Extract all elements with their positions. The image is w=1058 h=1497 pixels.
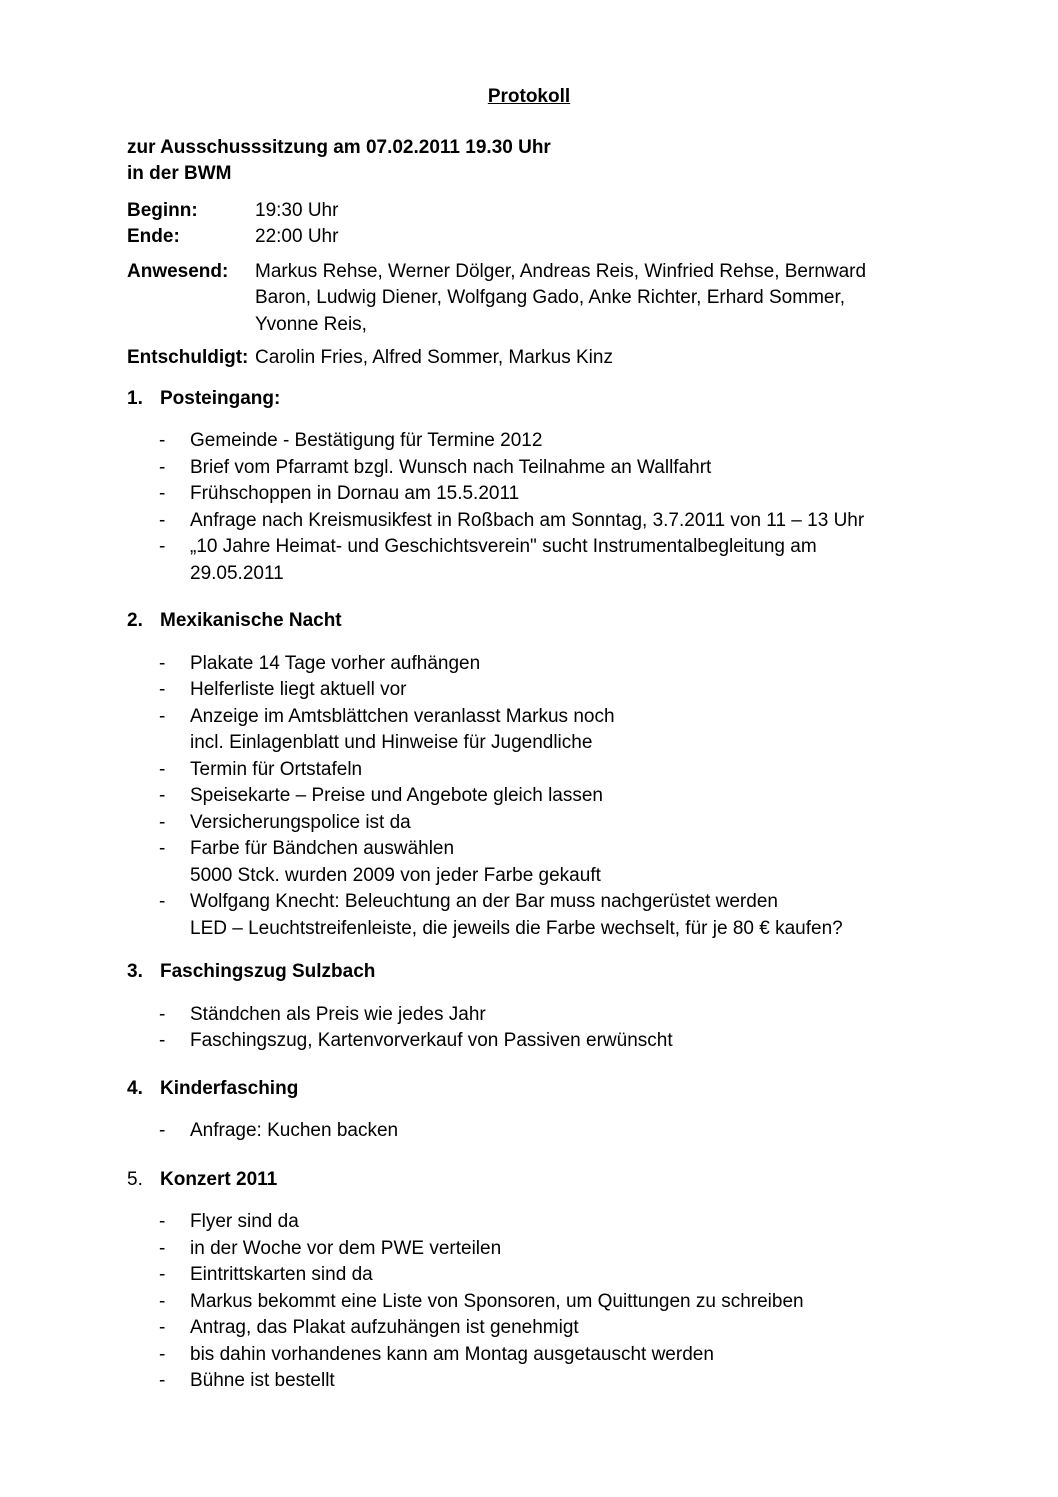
section-item-list (127, 1118, 931, 1145)
section-title: Kinderfasching (160, 1077, 299, 1099)
list-item-line (127, 1289, 931, 1316)
list-item-text: Helferliste liegt aktuell vor (190, 679, 407, 700)
dash-bullet-icon (159, 916, 190, 943)
dash-bullet-icon: - (159, 758, 166, 780)
document-title: Protokoll (487, 86, 571, 107)
attendance-row (127, 259, 931, 339)
section-heading (127, 386, 931, 413)
attendance-names (255, 259, 866, 339)
list-item-text: Anfrage nach Kreismusikfest in Roßbach am Sonntag, 3.7.2011 von 11 – 13 Uhr (190, 509, 865, 531)
list-item-line (127, 561, 931, 588)
dash-bullet-icon: - (159, 1120, 166, 1141)
list-item-text: Bühne ist bestellt (190, 1370, 335, 1391)
dash-bullet-icon (159, 863, 190, 890)
section (127, 1167, 931, 1395)
meta-label: Beginn: (127, 199, 198, 221)
dash-bullet-icon: - (159, 1343, 166, 1365)
list-item-line (127, 455, 931, 482)
section-number: 1. (127, 387, 143, 409)
list-item-line (127, 534, 931, 561)
list-item-text: Versicherungspolice ist da (190, 811, 411, 833)
dash-bullet-icon: - (159, 705, 166, 727)
list-item-line (127, 1118, 931, 1145)
list-item-text: Faschingszug, Kartenvorverkauf von Passiven erwünscht (190, 1030, 673, 1051)
list-item-line (127, 757, 931, 784)
attendance-row (127, 345, 931, 372)
list-item-text: Antrag, das Plakat aufzuhängen ist genehmigt (190, 1317, 579, 1338)
dash-bullet-icon: - (159, 1370, 166, 1391)
section-item-list (127, 428, 931, 587)
attendance-names (255, 345, 613, 372)
dash-bullet-icon: - (159, 430, 166, 451)
list-item-text: Wolfgang Knecht: Beleuchtung an der Bar muss nachgerüstet werden (190, 891, 778, 912)
list-item-line (127, 481, 931, 508)
section (127, 386, 931, 588)
list-item-text: in der Woche vor dem PWE verteilen (190, 1237, 502, 1259)
list-item-text: Anzeige im Amtsblättchen veranlasst Markus noch (190, 705, 615, 727)
section-title: Posteingang: (160, 387, 281, 409)
list-item-line (127, 783, 931, 810)
list-item-text: „10 Jahre Heimat- und Geschichtsverein" sucht Instrumentalbegleitung am (190, 536, 817, 557)
attendance-label: Anwesend: (127, 260, 229, 282)
meta-value: 22:00 Uhr (255, 226, 339, 247)
list-item-line (127, 1236, 931, 1263)
dash-bullet-icon: - (159, 891, 166, 912)
list-item-text: Anfrage: Kuchen backen (190, 1120, 399, 1141)
section (127, 959, 931, 1055)
section-number: 5. (127, 1168, 143, 1190)
attendance-block (127, 259, 931, 372)
list-item-text: 5000 Stck. wurden 2009 von jeder Farbe gekauft (190, 864, 601, 886)
section-item-list (127, 1209, 931, 1395)
meta-value: 19:30 Uhr (255, 199, 339, 221)
section-number: 2. (127, 610, 143, 631)
dash-bullet-icon (159, 561, 190, 588)
list-item-line (127, 1368, 931, 1395)
section-item-list (127, 651, 931, 943)
dash-bullet-icon: - (159, 811, 166, 833)
list-item-text: incl. Einlagenblatt und Hinweise für Jugendliche (190, 732, 593, 753)
list-item-text: bis dahin vorhandenes kann am Montag ausgetauscht werden (190, 1343, 714, 1365)
dash-bullet-icon: - (159, 1003, 166, 1025)
attendance-label: Entschuldigt: (127, 347, 249, 368)
list-item-line (127, 1342, 931, 1369)
attendance-names-line: Markus Rehse, Werner Dölger, Andreas Reis, Winfried Rehse, Bernward (255, 260, 867, 282)
section-heading (127, 608, 931, 635)
list-item-text: Frühschoppen in Dornau am 15.5.2011 (190, 483, 520, 504)
list-item-line (127, 1262, 931, 1289)
list-item-line (127, 677, 931, 704)
dash-bullet-icon: - (159, 1290, 166, 1312)
list-item-line (127, 508, 931, 535)
section-item-list (127, 1002, 931, 1055)
list-item-line (127, 704, 931, 731)
list-item-text: Flyer sind da (190, 1211, 299, 1232)
section-heading (127, 1076, 931, 1103)
dash-bullet-icon: - (159, 679, 166, 700)
dash-bullet-icon: - (159, 456, 166, 478)
list-item-line (127, 810, 931, 837)
list-item-line (127, 863, 931, 890)
section-number: 4. (127, 1077, 143, 1099)
section-title: Konzert 2011 (160, 1168, 278, 1190)
list-item-text: Termin für Ortstafeln (190, 758, 363, 780)
agenda-sections (127, 386, 931, 1395)
dash-bullet-icon: - (159, 536, 166, 557)
meta-row (127, 224, 931, 251)
dash-bullet-icon: - (159, 509, 166, 531)
section-heading (127, 959, 931, 986)
list-item-line (127, 836, 931, 863)
section-title: Faschingszug Sulzbach (160, 961, 376, 982)
section-heading (127, 1167, 931, 1194)
section (127, 608, 931, 942)
list-item-line (127, 889, 931, 916)
document-subtitle (127, 135, 931, 188)
subtitle-line: zur Ausschusssitzung am 07.02.2011 19.30 Uhr (127, 136, 551, 158)
list-item-text: Ständchen als Preis wie jedes Jahr (190, 1003, 486, 1025)
list-item-line (127, 730, 931, 757)
dash-bullet-icon: - (159, 1237, 166, 1259)
dash-bullet-icon (159, 730, 190, 757)
dash-bullet-icon: - (159, 838, 166, 859)
dash-bullet-icon: - (159, 785, 166, 806)
list-item-text: Speisekarte – Preise und Angebote gleich lassen (190, 785, 603, 806)
list-item-text: Markus bekommt eine Liste von Sponsoren, um Quittungen zu schreiben (190, 1290, 804, 1312)
dash-bullet-icon: - (159, 1030, 166, 1051)
meta-label: Ende: (127, 226, 180, 247)
dash-bullet-icon: - (159, 483, 166, 504)
attendance-names-line: Carolin Fries, Alfred Sommer, Markus Kinz (255, 347, 613, 368)
list-item-line (127, 1028, 931, 1055)
list-item-text: LED – Leuchtstreifenleiste, die jeweils die Farbe wechselt, für je 80 € kaufen? (190, 917, 843, 939)
attendance-names-line: Yvonne Reis, (255, 313, 367, 335)
section-number: 3. (127, 961, 143, 982)
list-item-text: Plakate 14 Tage vorher aufhängen (190, 652, 481, 674)
dash-bullet-icon: - (159, 1317, 166, 1338)
section (127, 1076, 931, 1145)
attendance-names-line: Baron, Ludwig Diener, Wolfgang Gado, Anke Richter, Erhard Sommer, (255, 287, 846, 308)
list-item-line (127, 1002, 931, 1029)
list-item-text: Gemeinde - Bestätigung für Termine 2012 (190, 430, 543, 451)
dash-bullet-icon: - (159, 1264, 166, 1285)
list-item-line (127, 916, 931, 943)
meeting-times-block (127, 198, 931, 251)
list-item-line (127, 428, 931, 455)
dash-bullet-icon: - (159, 652, 166, 674)
subtitle-line: in der BWM (127, 163, 232, 184)
list-item-line (127, 1209, 931, 1236)
list-item-text: Brief vom Pfarramt bzgl. Wunsch nach Teilnahme an Wallfahrt (190, 456, 712, 478)
meta-row (127, 198, 931, 225)
list-item-text: Eintrittskarten sind da (190, 1264, 373, 1285)
section-title: Mexikanische Nacht (160, 610, 342, 631)
dash-bullet-icon: - (159, 1211, 166, 1232)
list-item-line (127, 651, 931, 678)
list-item-text: 29.05.2011 (190, 562, 284, 584)
list-item-text: Farbe für Bändchen auswählen (190, 838, 455, 859)
list-item-line (127, 1315, 931, 1342)
